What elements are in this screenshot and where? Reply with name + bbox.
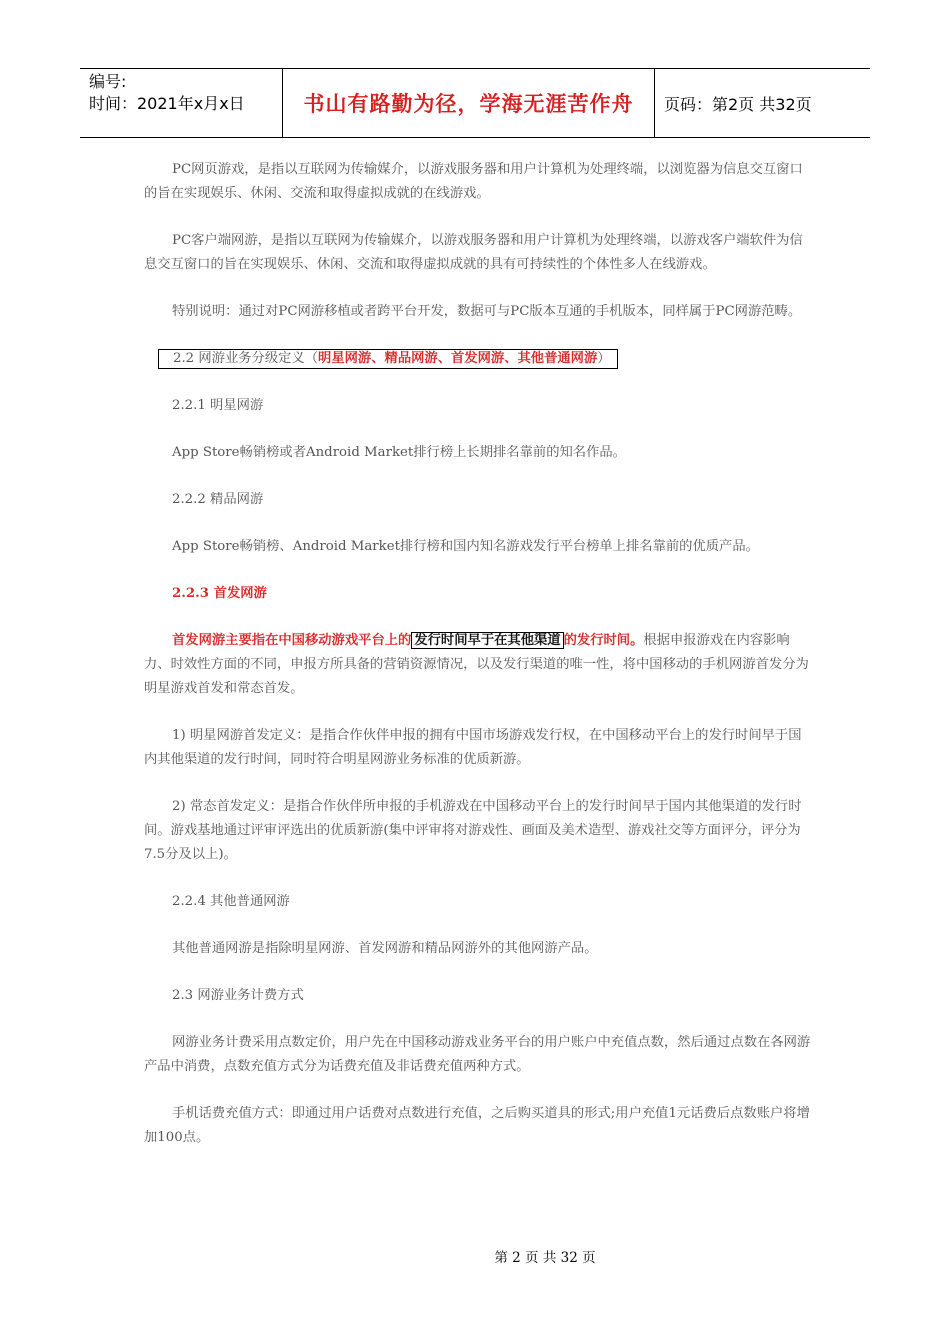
list-item-regular-first-release: 2) 常态首发定义：是指合作伙伴所申报的手机游戏在中国移动平台上的发行时间早于国内其他渠道的发行时间。游戏基地通过评审评选出的优质新游(集中评审将对游戏性、画面及美术造型、游戏社交等方面评分，评分为7.5分及以上)。 — [144, 799, 802, 862]
document-date: 时间：2021年x月x日 — [89, 94, 245, 113]
document-body — [144, 158, 814, 1173]
document-number-label: 编号: — [89, 72, 127, 91]
section-heading-2-2 — [144, 347, 814, 371]
header-meta — [80, 69, 283, 137]
page-header — [80, 68, 870, 138]
heading-red-text: 明星网游、精品网游、首发网游、其他普通网游 — [318, 351, 598, 366]
section-heading-2-2-3: 2.2.3 首发网游 — [172, 586, 267, 601]
section-heading-2-2-2: 2.2.2 精品网游 — [172, 492, 264, 507]
heading-prefix: 2.2 网游业务分级定义（ — [173, 351, 319, 366]
section-heading-2-2-1: 2.2.1 明星网游 — [172, 398, 264, 413]
paragraph-billing: 网游业务计费采用点数定价，用户先在中国移动游戏业务平台的用户账户中充值点数，然后通过点数在各网游产品中消费，点数充值方式分为话费充值及非话费充值两种方式。 — [144, 1035, 811, 1074]
paragraph-pc-client-game: PC客户端网游，是指以互联网为传输媒介，以游戏服务器和用户计算机为处理终端，以游戏客户端软件为信息交互窗口的旨在实现娱乐、休闲、交流和取得虚拟成就的具有可持续性的个体性多人在线游戏。 — [144, 233, 803, 272]
header-motto: 书山有路勤为径，学海无涯苦作舟 — [283, 69, 655, 137]
first-release-red-2: 的发行时间。 — [563, 633, 644, 648]
first-release-boxed: 发行时间早于在其他渠道 — [411, 632, 563, 649]
page-footer: 第 2 页 共 32 页 — [494, 1250, 596, 1266]
paragraph-premium-game: App Store畅销榜、Android Market排行榜和国内知名游戏发行平台榜单上排名靠前的优质产品。 — [172, 539, 759, 554]
paragraph-star-game: App Store畅销榜或者Android Market排行榜上长期排名靠前的知名作品。 — [172, 445, 626, 460]
section-heading-2-2-4: 2.2.4 其他普通网游 — [172, 894, 290, 909]
first-release-red-1: 首发网游主要指在中国移动游戏平台上的 — [172, 633, 412, 648]
paragraph-phone-recharge: 手机话费充值方式：即通过用户话费对点数进行充值，之后购买道具的形式;用户充值1元话费后点数账户将增加100点。 — [144, 1106, 810, 1145]
header-page-info: 页码：第2页 共32页 — [664, 94, 812, 114]
section-heading-box — [158, 349, 618, 369]
paragraph-special-note: 特别说明：通过对PC网游移植或者跨平台开发，数据可与PC版本互通的手机版本，同样属于PC网游范畴。 — [172, 304, 802, 319]
paragraph-pc-web-game: PC网页游戏，是指以互联网为传输媒介，以游戏服务器和用户计算机为处理终端，以浏览器为信息交互窗口的旨在实现娱乐、休闲、交流和取得虚拟成就的在线游戏。 — [144, 162, 803, 201]
list-item-star-first-release: 1) 明星网游首发定义：是指合作伙伴申报的拥有中国市场游戏发行权，在中国移动平台上的发行时间早于国内其他渠道的发行时间，同时符合明星网游业务标准的优质新游。 — [144, 728, 802, 767]
heading-suffix: ） — [597, 351, 611, 366]
paragraph-first-release — [144, 629, 814, 701]
first-release-rest: 根据申报游戏在内容影响力、时效性方面的不同，申报方所具备的营销资源情况，以及发行渠道的唯一性，将中国移动的手机网游首发分为明星游戏首发和常态首发。 — [144, 633, 809, 696]
section-heading-2-3: 2.3 网游业务计费方式 — [172, 988, 304, 1003]
paragraph-other-games: 其他普通网游是指除明星网游、首发网游和精品网游外的其他网游产品。 — [172, 941, 598, 956]
